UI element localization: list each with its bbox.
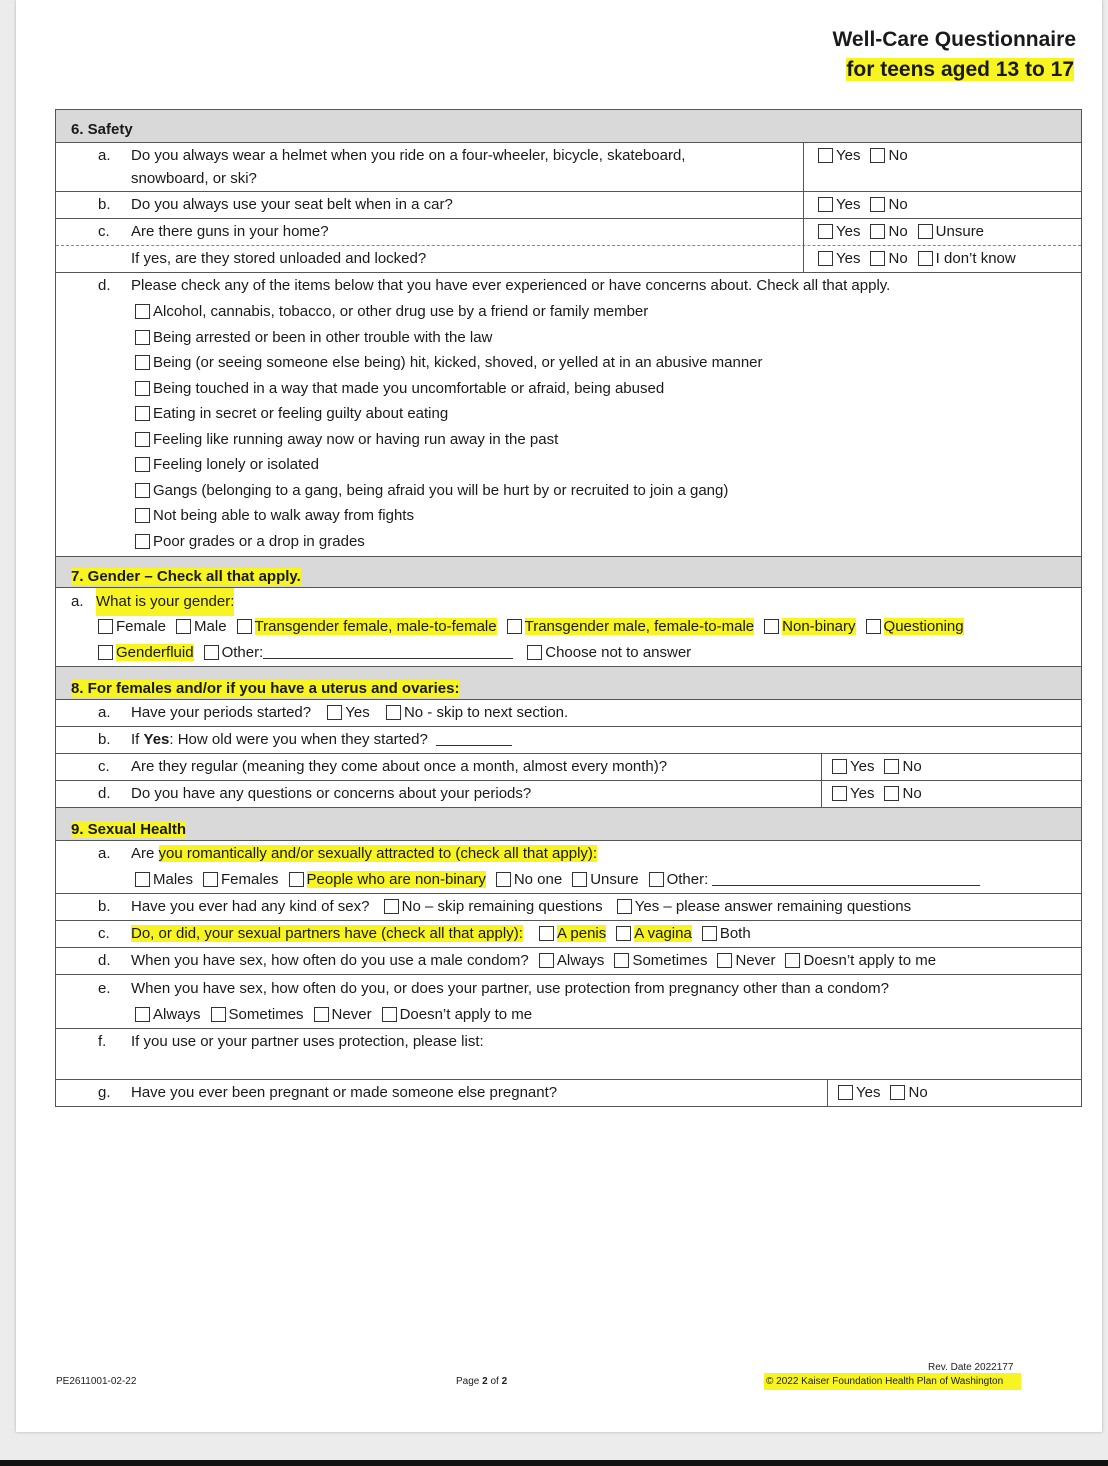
question-text: Are they regular (meaning they come about once a month, almost every month)?	[131, 758, 668, 775]
no-one-checkbox[interactable]	[496, 872, 511, 887]
genderfluid-checkbox[interactable]	[98, 645, 113, 660]
males-checkbox[interactable]	[135, 872, 150, 887]
concern-item: Feeling lonely or isolated	[153, 456, 319, 473]
concern-item: Being touched in a way that made you uncomfortable or afraid, being abused	[153, 379, 665, 397]
female-checkbox[interactable]	[98, 619, 113, 634]
question-text: Have your periods started?	[131, 704, 312, 721]
yes-checkbox[interactable]	[832, 786, 847, 801]
question-text: What is your gender:	[96, 588, 234, 616]
other-attraction-field[interactable]	[712, 885, 980, 886]
concern-item: Poor grades or a drop in grades	[153, 532, 365, 550]
other-gender-checkbox[interactable]	[204, 645, 219, 660]
concern-item: Being (or seeing someone else being) hit, kicked, shoved, or yelled at in an abusive manner	[153, 354, 763, 371]
question-text: When you have sex, how often do you, or does your partner, use protection from pregnancy other than a condom?	[131, 980, 889, 997]
question-text: Do you always use your seat belt when in a car?	[131, 196, 453, 213]
page-number: Page 2 of 2	[456, 1376, 508, 1387]
unsure-checkbox[interactable]	[918, 224, 933, 239]
yes-checkbox[interactable]	[818, 197, 833, 212]
always-checkbox[interactable]	[135, 1007, 150, 1022]
other-attraction-checkbox[interactable]	[649, 872, 664, 887]
no-checkbox[interactable]	[884, 786, 899, 801]
yes-checkbox[interactable]	[838, 1085, 853, 1100]
never-checkbox[interactable]	[314, 1007, 329, 1022]
question-text: Are there guns in your home?	[131, 223, 329, 240]
question-text: If you use or your partner uses protection, please list:	[131, 1033, 484, 1050]
concern-item: Gangs (belonging to a gang, being afraid you will be hurt by or recruited to join a gang)	[153, 481, 729, 499]
yes-answer-checkbox[interactable]	[617, 899, 632, 914]
question-text: Have you ever had any kind of sex?	[131, 898, 370, 915]
section-6-header: 6. Safety	[56, 110, 1081, 143]
yes-checkbox[interactable]	[327, 705, 342, 720]
section-7-header	[56, 557, 1081, 588]
subtitle-text: for teens aged 13 to 17	[846, 58, 1074, 81]
concern-item: Not being able to walk away from fights	[153, 507, 414, 524]
never-checkbox[interactable]	[717, 953, 732, 968]
question-9c: c. Do, or did, your sexual partners have (check all that apply): A penis A vagina Both	[56, 921, 1081, 948]
trans-female-checkbox[interactable]	[237, 619, 252, 634]
question-6c: c. Are there guns in your home? Yes No Unsure If yes, are they stored unloaded and locked? Yes No I don’t know	[56, 219, 1081, 273]
concern-checkbox[interactable]	[135, 304, 150, 319]
question-text: Do, or did, your sexual partners have (check all that apply):	[131, 925, 523, 942]
always-checkbox[interactable]	[539, 953, 554, 968]
no-checkbox[interactable]	[870, 251, 885, 266]
question-text: : How old were you when they started?	[169, 731, 428, 748]
question-text: Do you have any questions or concerns about your periods?	[131, 785, 532, 802]
no-checkbox[interactable]	[890, 1085, 905, 1100]
question-9f: f. If you use or your partner uses protection, please list:	[56, 1029, 1081, 1080]
question-9b: b. Have you ever had any kind of sex? No – skip remaining questions Yes – please answer remaining questions	[56, 894, 1081, 921]
yes-checkbox[interactable]	[818, 251, 833, 266]
not-apply-checkbox[interactable]	[785, 953, 800, 968]
question-text: Have you ever been pregnant or made someone else pregnant?	[131, 1084, 558, 1101]
question-6b: b. Do you always use your seat belt when in a car? Yes No	[56, 192, 1081, 219]
section-8-header	[56, 667, 1081, 700]
penis-checkbox[interactable]	[539, 926, 554, 941]
question-8d: d. Do you have any questions or concerns about your periods? Yes No	[56, 781, 1081, 808]
yes-checkbox[interactable]	[832, 759, 847, 774]
vagina-checkbox[interactable]	[616, 926, 631, 941]
females-checkbox[interactable]	[203, 872, 218, 887]
questionnaire-form	[55, 109, 1082, 1107]
concern-item: Feeling like running away now or having run away in the past	[153, 430, 559, 448]
non-binary-people-checkbox[interactable]	[289, 872, 304, 887]
concern-checkbox[interactable]	[135, 381, 150, 396]
bottom-edge	[0, 1460, 1108, 1466]
yes-checkbox[interactable]	[818, 224, 833, 239]
concern-checkbox[interactable]	[135, 508, 150, 523]
concern-item: Alcohol, cannabis, tobacco, or other drug use by a friend or family member	[153, 303, 649, 320]
question-6a: a. Do you always wear a helmet when you ride on a four-wheeler, bicycle, skateboard, Yes No snowboard, or ski?	[56, 143, 1081, 192]
no-checkbox[interactable]	[870, 148, 885, 163]
revision-date: Rev. Date 2022177	[928, 1362, 1014, 1373]
concern-checkbox[interactable]	[135, 432, 150, 447]
concern-item: Being arrested or been in other trouble with the law	[153, 328, 493, 346]
section-8-title: 8. For females and/or if you have a uterus and ovaries:	[71, 680, 460, 697]
concern-checkbox[interactable]	[135, 406, 150, 421]
yes-checkbox[interactable]	[818, 148, 833, 163]
no-checkbox[interactable]	[884, 759, 899, 774]
questioning-checkbox[interactable]	[866, 619, 881, 634]
section-9-header	[56, 808, 1081, 841]
concern-checkbox[interactable]	[135, 355, 150, 370]
question-9e: e. When you have sex, how often do you, or does your partner, use protection from pregnancy other than a condom? Always Sometimes Never Doesn’t apply to me	[56, 975, 1081, 1029]
concern-checkbox[interactable]	[135, 483, 150, 498]
no-checkbox[interactable]	[386, 705, 401, 720]
form-title: Well-Care Questionnaire	[832, 28, 1076, 51]
male-checkbox[interactable]	[176, 619, 191, 634]
no-checkbox[interactable]	[870, 197, 885, 212]
not-apply-checkbox[interactable]	[382, 1007, 397, 1022]
letter: a.	[98, 147, 111, 164]
question-8b: b. If Yes: How old were you when they started?	[56, 727, 1081, 754]
question-9d: d. When you have sex, how often do you use a male condom? Always Sometimes Never Doesn’t apply to me	[56, 948, 1081, 975]
question-8c: c. Are they regular (meaning they come about once a month, almost every month)? Yes No	[56, 754, 1081, 781]
trans-male-checkbox[interactable]	[507, 619, 522, 634]
concern-checkbox[interactable]	[135, 534, 150, 549]
concern-checkbox[interactable]	[135, 457, 150, 472]
question-text-followup: If yes, are they stored unloaded and locked?	[131, 250, 427, 267]
question-text: Please check any of the items below that you have ever experienced or have concerns about. Check all that apply.	[131, 277, 891, 294]
no-skip-checkbox[interactable]	[384, 899, 399, 914]
sometimes-checkbox[interactable]	[211, 1007, 226, 1022]
form-subtitle	[846, 58, 1074, 82]
concern-item: Eating in secret or feeling guilty about eating	[153, 405, 449, 422]
question-text: you romantically and/or sexually attracted to (check all that apply):	[158, 845, 598, 862]
question-text-cont: snowboard, or ski?	[131, 170, 257, 187]
section-9-title: 9. Sexual Health	[71, 821, 187, 838]
dont-know-checkbox[interactable]	[918, 251, 933, 266]
question-text: Do you always wear a helmet when you ride on a four-wheeler, bicycle, skateboard,	[131, 147, 686, 164]
other-gender-field[interactable]	[263, 658, 513, 659]
copyright: © 2022 Kaiser Foundation Health Plan of Washington	[764, 1376, 1021, 1387]
question-8a: a. Have your periods started? Yes No - skip to next section.	[56, 700, 1081, 727]
question-6d: d. Please check any of the items below that you have ever experienced or have concerns about. Check all that apply. Alcohol, cannabis, tobacco, or other drug use by a friend or family member Being arrested or been in other trouble with the law Being (or seeing someone else being) hit, kicked, shoved, or yelled at in an abusive manner Being touched in a way that made you uncomfortable or afraid, being abused Eating in secret or feeling guilty about eating Feeling like running away now or having run away in the past Feeling lonely or isolated Gangs (belonging to a gang, being afraid you will be hurt by or recruited to join a gang) Not being able to walk away from fights Poor grades or a drop in grades	[56, 273, 1081, 557]
question-7a: a. What is your gender: Female Male Transgender female, male-to-female Transgender male, female-to-male Non-binary Questioning Genderfluid Other: Choose not to answer	[56, 588, 1081, 667]
form-code: PE2611001-02-22	[56, 1376, 137, 1387]
unsure-checkbox[interactable]	[572, 872, 587, 887]
sometimes-checkbox[interactable]	[614, 953, 629, 968]
choose-not-checkbox[interactable]	[527, 645, 542, 660]
question-9a: a. Are you romantically and/or sexually attracted to (check all that apply): Males Females People who are non-binary No one Unsure Other:	[56, 841, 1081, 894]
question-text: When you have sex, how often do you use a male condom?	[131, 952, 529, 969]
no-checkbox[interactable]	[870, 224, 885, 239]
question-9g: g. Have you ever been pregnant or made someone else pregnant? Yes No	[56, 1080, 1081, 1107]
age-field[interactable]	[436, 745, 512, 746]
section-7-title: 7. Gender – Check all that apply.	[71, 568, 301, 585]
concern-checkbox[interactable]	[135, 330, 150, 345]
non-binary-checkbox[interactable]	[764, 619, 779, 634]
both-checkbox[interactable]	[702, 926, 717, 941]
